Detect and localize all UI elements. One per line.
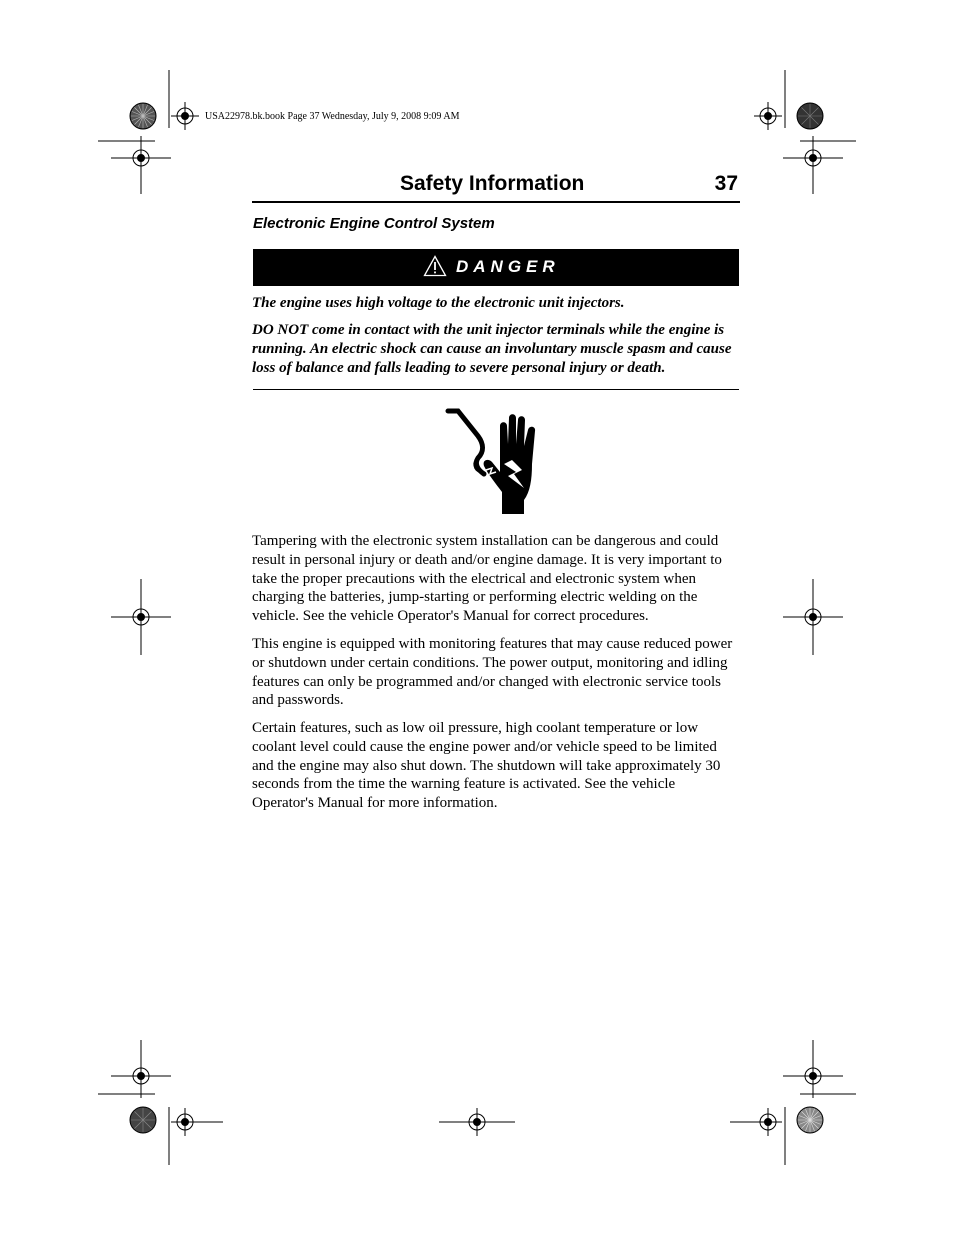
body-paragraph: This engine is equipped with monitoring features that may cause reduced power or shutdown under certain conditions. The power output, monitoring and idling features can only be programmed and/or changed with electronic service tools and passwords. [252,636,733,709]
page-title: Safety Information [400,172,585,195]
danger-text: DO NOT come in contact with the unit injector terminals while the engine is running. An electric shock can cause an involuntary muscle spasm and cause loss of balance and falls leading to severe personal injury or death. [252,322,732,376]
body-paragraph: Certain features, such as low oil pressure, high coolant temperature or low coolant level could cause the engine power and/or vehicle speed to be limited and the engine may also shut down. The shutdown will take approximately 30 seconds from the time the warning feature is activated. See the vehicle Operator's Manual for more information. [252,720,721,812]
danger-banner [253,249,739,286]
danger-text: The engine uses high voltage to the electronic unit injectors. [252,295,625,311]
body-paragraph: Tampering with the electronic system installation can be dangerous and could result in personal injury or death and/or engine damage. It is very important to take the proper precautions with the electrical and electronic system when charging the batteries, jump-starting or performing electric welding on the vehicle. See the vehicle Operator's Manual for correct procedures. [252,533,722,625]
page-header [252,170,740,203]
electric-shock-hand-icon [444,408,548,518]
danger-label: DANGER [456,257,560,276]
warning-triangle-icon [423,255,447,277]
page-number: 37 [714,172,738,195]
section-heading: Electronic Engine Control System [253,215,495,232]
print-slug: USA22978.bk.book Page 37 Wednesday, July 9, 2008 9:09 AM [205,111,460,122]
divider [253,389,739,390]
